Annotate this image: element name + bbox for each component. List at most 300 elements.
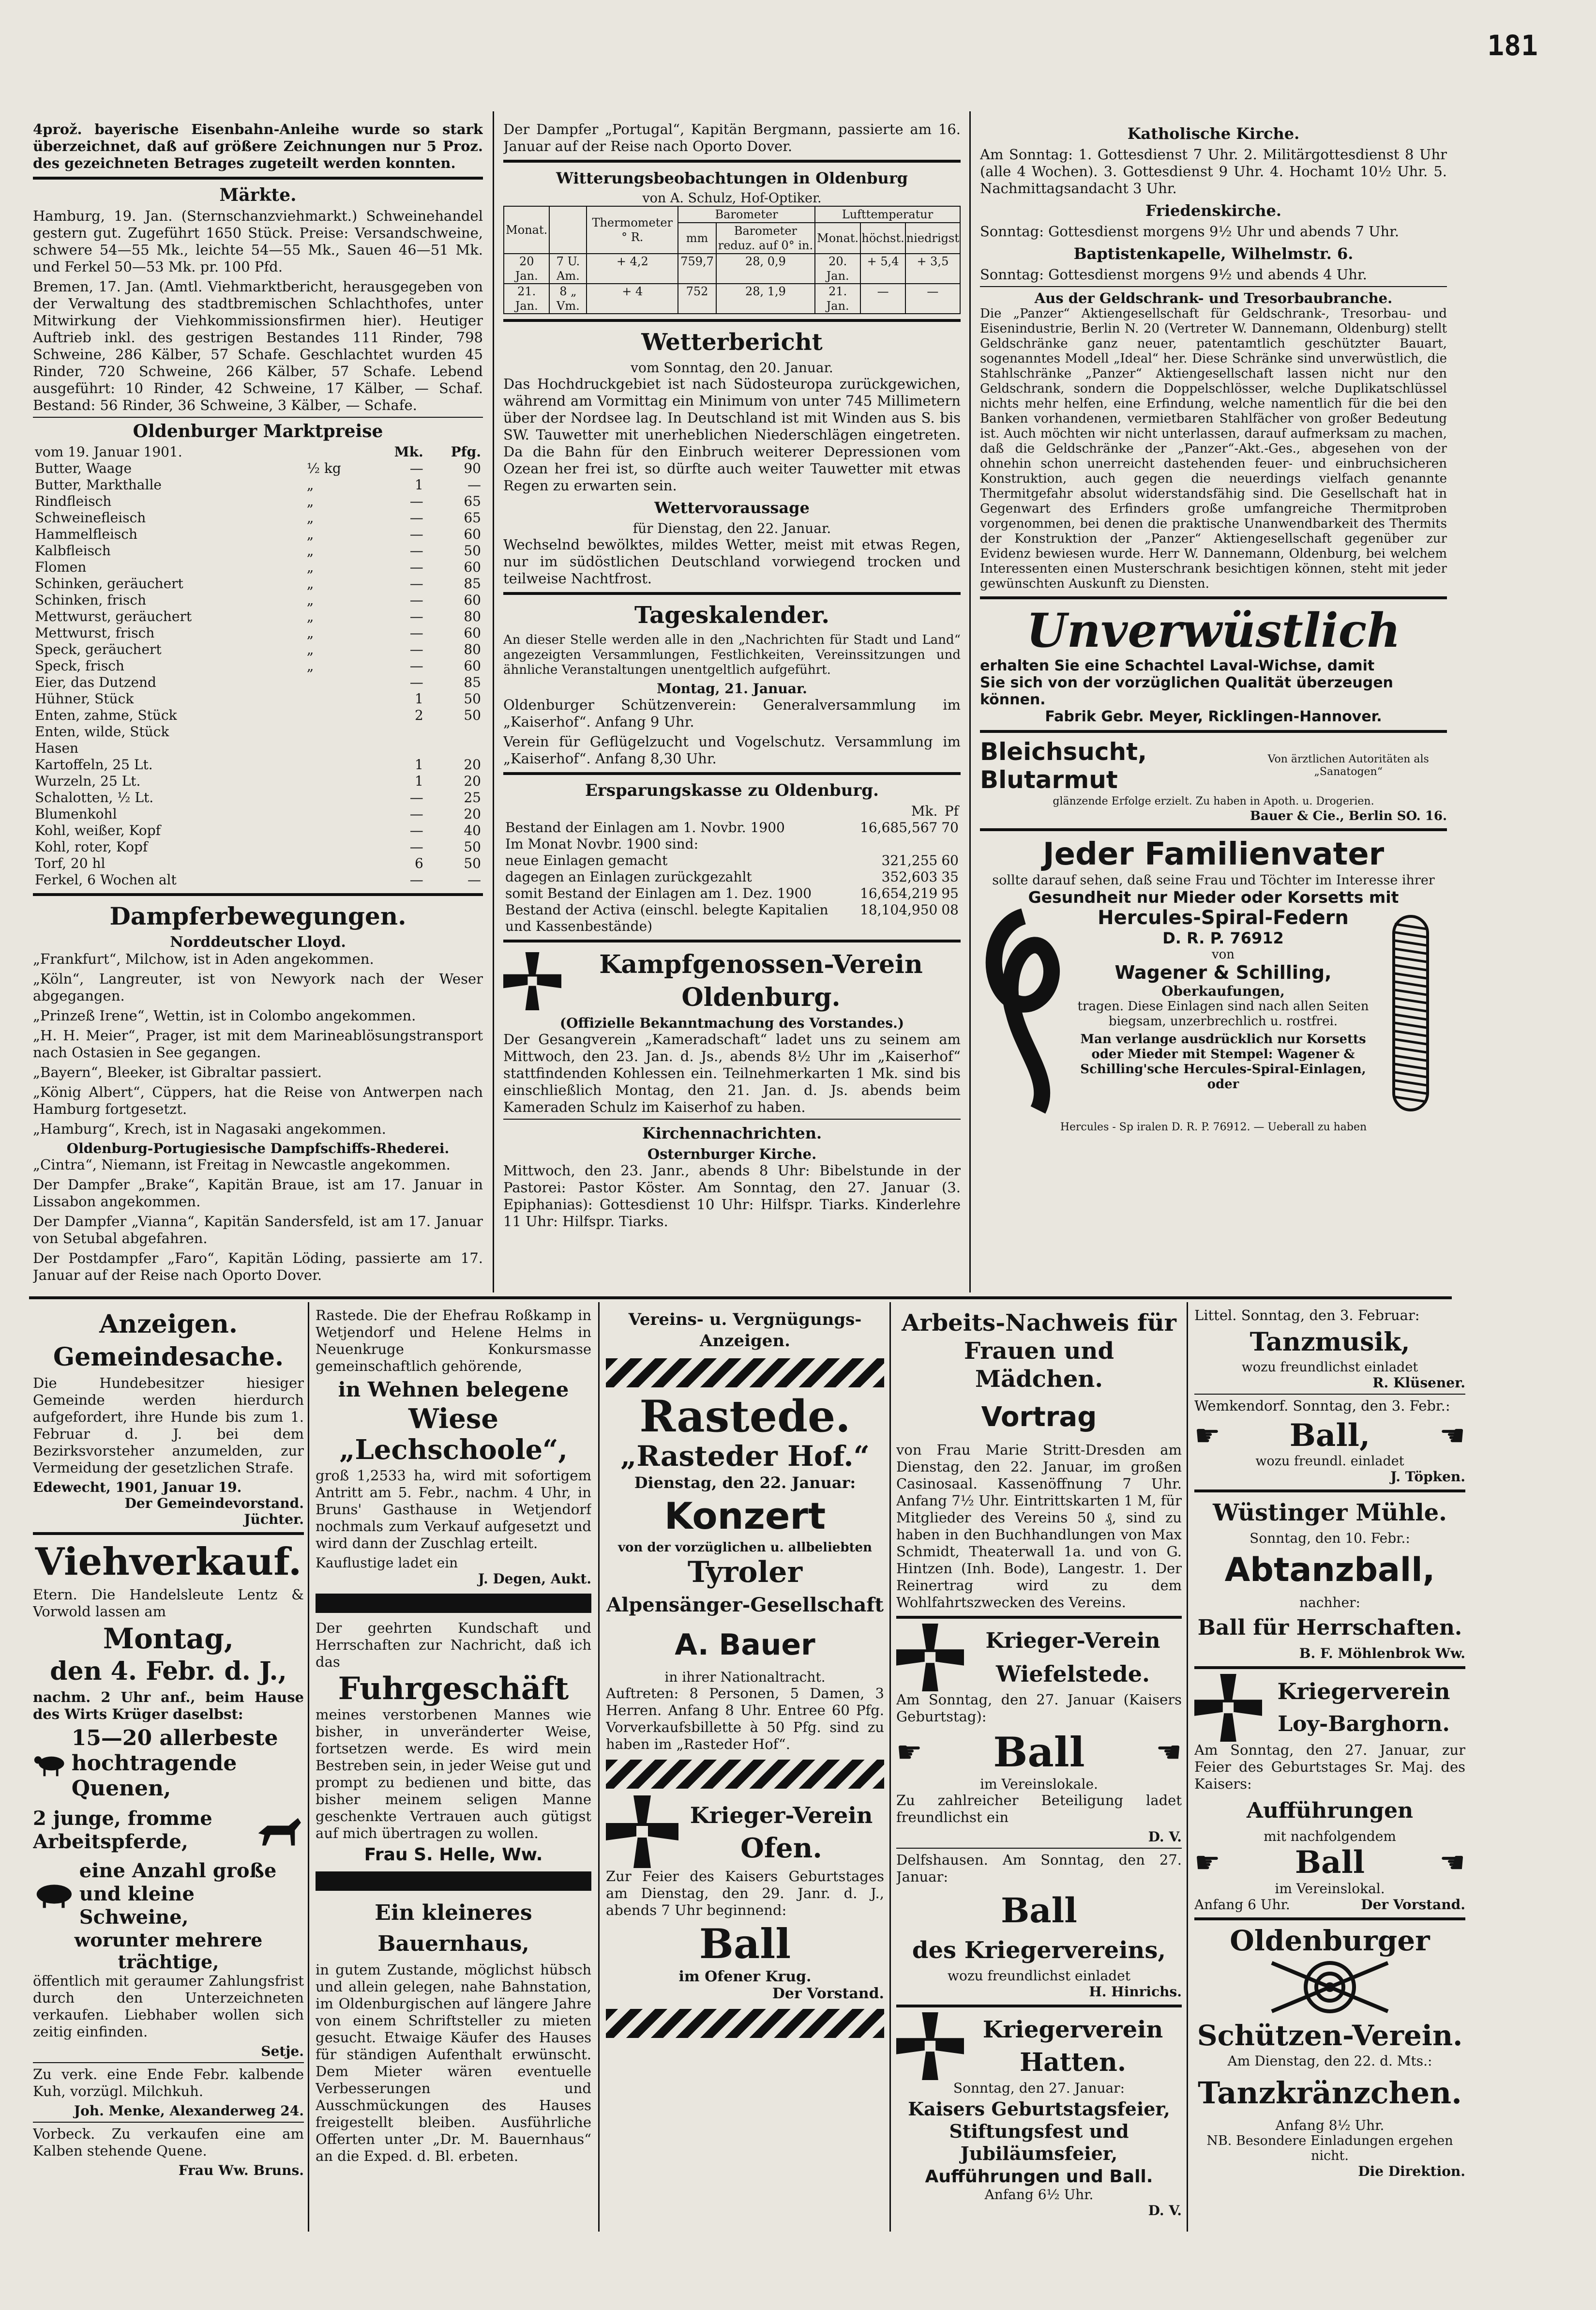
table-cell: Blumenkohl	[35, 806, 117, 822]
table-cell: 1	[414, 691, 423, 707]
column-1	[33, 121, 483, 1292]
ship-list	[33, 951, 483, 1138]
table-cell: + 4,2	[587, 254, 678, 284]
divider	[503, 592, 961, 595]
list-item: Der Dampfer „Brake“, Kapitän Braue, ist am 17. Januar in Lissabon angekommen.	[33, 1176, 483, 1210]
ads-column-2	[316, 1307, 591, 2227]
ad-title: Ball	[699, 1920, 791, 1968]
divider	[1194, 1917, 1465, 1920]
divider	[503, 940, 961, 942]
corset-ad	[980, 907, 1447, 1120]
pointing-hand-icon: ☚	[1439, 1418, 1465, 1453]
table-cell: Kohl, roter, Kopf	[35, 839, 148, 855]
ad-signature: Frau Ww. Bruns.	[178, 2162, 304, 2178]
table-cell: 50	[464, 839, 481, 855]
table-cell: „	[306, 625, 314, 641]
ad-signature: H. Hinrichs.	[1089, 1984, 1182, 2000]
church-text: Sonntag: Gottesdienst morgens 9½ Uhr und abends 7 Uhr.	[980, 223, 1400, 240]
calendar-date: Montag, 21. Januar.	[657, 681, 807, 697]
ad-text: in gutem Zustande, möglichst hübsch und allein gelegen, nahe Bahnstation, im Oldenburgischen auf längere Jahre von einem Schriftsteller zu mieten gesucht. Etwaige Käufer des Hauses für ständigen Aufenthalt erwünscht. Dem Mieter wären eventuelle Verbesserungen und Ausschmückungen des Hauses freigestellt bleiben. Ausführliche Offerten unter „Dr. M. Bauernhaus“ an die Exped. d. Bl. erbeten.	[316, 1961, 591, 2164]
ad-text: Kauflustige ladet ein	[316, 1555, 458, 1571]
ad-text: nachm. 2 Uhr anf., beim Hause des Wirts Krüger daselbst:	[33, 1689, 304, 1722]
table-row	[504, 254, 960, 284]
section-title: Baptistenkapelle, Wilhelmstr. 6.	[1073, 244, 1354, 263]
ads-title: Vereins- u. Vergnügungs-Anzeigen.	[628, 1310, 862, 1351]
table-row	[33, 822, 483, 839]
table-cell: —	[409, 526, 423, 542]
table-header: mm	[678, 223, 716, 254]
table-cell: —	[409, 510, 423, 526]
section-title: Friedenskirche.	[1145, 201, 1281, 220]
table-cell: Ferkel, 6 Wochen alt	[35, 872, 177, 888]
ad-title: Kriegerverein	[1277, 1678, 1450, 1704]
table-row	[33, 773, 483, 790]
table-row	[33, 526, 483, 543]
table-cell: vom 19. Januar 1901.	[35, 444, 182, 460]
list-item: Oldenburger Schützenverein: Generalversammlung im „Kaiserhof“. Anfang 9 Uhr.	[503, 697, 961, 730]
spiral-spring-icon	[980, 907, 1072, 1120]
ad-day: Montag,	[103, 1622, 234, 1655]
section-divider	[29, 1296, 1452, 1299]
table-cell: 60	[941, 852, 959, 868]
section-title: Wettervoraussage	[654, 499, 810, 517]
ad-text: Vorbeck. Zu verkaufen eine am Kalben stehende Quene.	[33, 2126, 304, 2159]
church-text: Am Sonntag: 1. Gottesdienst 7 Uhr. 2. Militärgottesdienst 8 Uhr (alle 4 Wochen). 3. Gottesdienst 9 Uhr. 4. Hochamt 10½ Uhr. 5. Nachmittagsandacht 3 Uhr.	[980, 146, 1447, 197]
ad-text: meines verstorbenen Mannes wie bisher, in unveränderter Weise, fortsetzen werde. Es wird mein Bestreben sein, in jeder Weise gut und prompt zu bedienen und bitte, das bisher meinem seligen Manne geschenkte Vertrauen auch gütigst auf mich übertragen zu wollen.	[316, 1706, 591, 1841]
table-row	[33, 641, 483, 658]
table-cell: 2	[414, 707, 423, 723]
ad-title: Fuhrgeschäft	[338, 1671, 569, 1707]
ad-text: Littel. Sonntag, den 3. Februar:	[1194, 1307, 1420, 1323]
table-cell: —	[409, 806, 423, 822]
ad-date: Sonntag, den 27. Januar:	[953, 2080, 1125, 2096]
table-row	[504, 206, 960, 223]
table-cell: Im Monat Novbr. 1900 sind:	[505, 836, 698, 852]
table-cell: + 4	[587, 284, 678, 314]
ad-title: Ball	[993, 1728, 1085, 1776]
list-item: „Frankfurt“, Milchow, ist in Aden angekommen.	[33, 951, 374, 967]
table-cell: 95	[941, 885, 959, 901]
table-cell	[305, 691, 370, 707]
list-item: „Prinzeß Irene“, Wettin, ist in Colombo angekommen.	[33, 1007, 416, 1024]
ad-title: Gemeindesache.	[53, 1342, 284, 1372]
table-cell	[305, 707, 370, 724]
divider	[33, 417, 483, 418]
column-divider	[1187, 1302, 1188, 2232]
table-cell: 21. Jan.	[815, 284, 860, 314]
table-cell: 28, 0,9	[716, 254, 815, 284]
table-cell: —	[467, 477, 481, 493]
divider	[33, 177, 483, 180]
ad-text: wozu freundl. einladet	[1255, 1454, 1404, 1469]
table-row	[33, 543, 483, 559]
table-row	[33, 707, 483, 724]
ad-signature: Der Vorstand.	[772, 1985, 884, 2002]
section-title: Witterungsbeobachtungen in Oldenburg	[556, 169, 908, 187]
ad-text: groß 1,2533 ha, wird mit sofortigem Antritt am 5. Febr., nachm. 4 Uhr, in Bruns' Gasthause in Wetjendorf nochmals zum Verkauf aufgesetzt und wird dann der Zuschlag erteilt.	[316, 1467, 591, 1551]
market-report-hamburg: Hamburg, 19. Jan. (Sternschanzviehmarkt.) Schweinehandel gestern gut. Zugeführt 1650 Stück. Preise: Versandschweine, schwere 54—55 Mk., leichte 54—55 Mk., Sauen 46—51 Mk. und Ferkel 50—53 Mk. pr. 100 Pfd.	[33, 208, 483, 275]
ad-title: Bleichsucht, Blutarmut	[980, 738, 1147, 794]
ball-line	[1194, 1417, 1465, 1454]
shooting-target-icon	[1194, 1958, 1465, 2016]
ad-text: Aufführungen und Ball.	[925, 2167, 1153, 2187]
ad-text: Anfang 6½ Uhr.	[984, 2187, 1094, 2203]
list-item: „H. H. Meier“, Prager, ist mit dem Marineablösungstransport nach Ostasien in See gegangen.	[33, 1027, 483, 1061]
church-text: Mittwoch, den 23. Janr., abends 8 Uhr: Bibelstunde in der Pastorei: Pastor Köster. Am Sonntag, den 27. Januar (3. Epiphanias): Gottesdienst 10 Uhr: Hilfspr. Tiarks. Kinderlehre 11 Uhr: Hilfspr. Tiarks.	[503, 1162, 961, 1230]
table-cell: 80	[464, 641, 481, 657]
ad-title: Jeder Familienvater	[1042, 836, 1385, 872]
section-title: Aus der Geldschrank- und Tresorbaubranche.	[1034, 290, 1393, 306]
list-item: „König Albert“, Cüppers, hat die Reise von Antwerpen nach Hamburg fortgesetzt.	[33, 1084, 483, 1117]
ads-column-4	[896, 1307, 1182, 2227]
table-cell: ½ kg	[306, 460, 341, 476]
divider	[980, 596, 1447, 599]
divider	[896, 1616, 1182, 1619]
table-cell: 50	[464, 543, 481, 559]
weather-report: Das Hochdruckgebiet ist nach Südosteuropa zurückgewichen, während am Vormittag ein Minimum von unter 745 Millimetern über der Nordsee lag. In Deutschland ist mit Winden aus S. bis SW. Tauwetter mit unerheblichen Niederschlägen eingetreten. Da die Bahn für den Einbruch weiterer Depressionen vom Ozean her frei ist, so dürfte auch weiter Tauwetter mit etwas Regen zu erwarten sein.	[503, 376, 961, 494]
table-cell: 20	[464, 806, 481, 822]
ad-item	[33, 1801, 304, 1859]
column-divider	[598, 1302, 600, 2232]
table-cell: —	[409, 872, 423, 888]
iron-cross-icon	[606, 1795, 678, 1868]
table-row	[33, 674, 483, 691]
table-row	[33, 872, 483, 888]
ad-signature: Setje.	[261, 2043, 304, 2059]
ad-title: Tanzkränzchen.	[1198, 2075, 1462, 2111]
table-cell: —	[409, 658, 423, 674]
ad-title: Rastede.	[639, 1391, 851, 1442]
table-cell	[503, 803, 858, 820]
church-text: Sonntag: Gottesdienst morgens 9½ und abends 4 Uhr.	[980, 266, 1367, 283]
column-2	[503, 121, 961, 1292]
table-cell: Butter, Markthalle	[35, 477, 162, 493]
ad-text: Am Sonntag, den 27. Januar, zur Feier des Geburtstages Sr. Maj. des Kaisers:	[1194, 1742, 1465, 1792]
ad-text: im Ofener Krug.	[678, 1968, 812, 1985]
iron-cross-icon	[503, 952, 561, 1010]
coil-line	[1395, 1023, 1427, 1028]
ad-text: im Vereinslokal.	[1275, 1881, 1385, 1897]
list-item: Der Dampfer „Vianna“, Kapitän Sandersfeld, ist am 17. Januar von Setubal abgefahren.	[33, 1213, 483, 1246]
table-row	[33, 510, 483, 526]
column-divider	[969, 111, 971, 1292]
coil-line	[1395, 1097, 1427, 1102]
ad-text: Von ärztlichen Autoritäten als „Sanatogen“	[1267, 753, 1429, 778]
table-row	[33, 790, 483, 806]
table-row	[33, 625, 483, 641]
table-cell: „	[306, 641, 314, 657]
ad-signature: Jüchter.	[244, 1511, 304, 1527]
table-cell: 50	[464, 707, 481, 723]
coil-line	[1395, 982, 1427, 987]
coil-line	[1395, 1039, 1427, 1044]
ad-signature: J. Degen, Aukt.	[478, 1571, 591, 1587]
script-headline: Unverwüstlich	[1026, 603, 1400, 658]
list-item: „Köln“, Langreuter, ist von Newyork nach der Weser abgegangen.	[33, 971, 483, 1004]
table-cell: 60	[464, 526, 481, 542]
table-cell: —	[409, 625, 423, 641]
table-cell: Hammelfleisch	[35, 526, 138, 542]
table-cell: „	[306, 559, 314, 575]
table-cell: + 5,4	[860, 254, 905, 284]
wiefelstede-ad	[896, 1624, 1182, 1691]
table-cell: 40	[464, 822, 481, 838]
table-row	[503, 869, 961, 885]
table-header: Mk.	[911, 803, 938, 819]
ad-firm: Wagener & Schilling,	[1114, 962, 1332, 983]
table-cell	[305, 757, 370, 773]
ad-text: Gesundheit nur Mieder oder Korsetts mit	[1028, 888, 1399, 907]
ad-signature: Edewecht, 1901, Januar 19.	[33, 1479, 242, 1495]
ad-title: Konzert	[664, 1494, 826, 1537]
ad-date: Am Dienstag, den 22. d. Mts.:	[1227, 2053, 1432, 2069]
table-cell: 16,685,567	[860, 820, 938, 836]
ad-text: mit nachfolgendem	[1264, 1828, 1396, 1844]
table-cell: „	[306, 592, 314, 608]
ad-title: Oldenburger	[1230, 1924, 1430, 1957]
ad-title: Hatten.	[1020, 2048, 1126, 2077]
divider	[896, 1848, 1182, 1849]
ad-signature: D. V.	[1148, 2203, 1182, 2219]
ad-signature: Der Gemeindevorstand.	[124, 1495, 304, 1511]
ad-text: Wemkendorf. Sonntag, den 3. Febr.:	[1194, 1398, 1450, 1414]
table-row	[33, 724, 483, 740]
table-cell: 352,603	[881, 869, 938, 885]
ad-title: Tyroler	[687, 1555, 803, 1589]
table-row	[33, 493, 483, 510]
table-cell: —	[409, 460, 423, 476]
divider	[503, 319, 961, 322]
ad-text: Sie sich von der vorzüglichen Qualität überzeugen können.	[980, 674, 1393, 708]
table-cell	[305, 839, 370, 855]
table-header: Mk.	[394, 444, 423, 460]
ad-title: Alpensänger-Gesellschaft	[606, 1594, 884, 1616]
table-cell: —	[905, 284, 960, 314]
ad-text: von Frau Marie Stritt-Dresden am Dienstag, den 22. Januar, im großen Casinosaal. Kassenöffnung 7 Uhr. Anfang 7½ Uhr. Eintrittskarten 1 M, für Mitglieder des Vereins 50 ₰, sind zu haben in den Buchhandlungen von Max Schmidt, Theaterwall 1a. und von G. Hintzen (Inh. Bode), Langestr. 1. Der Reinertrag wird zu dem Wohlfahrtszwecken des Vereins.	[896, 1442, 1182, 1611]
table-cell: —	[409, 543, 423, 559]
savings-table-body	[503, 803, 961, 935]
ad-title: Tanzmusik,	[1250, 1327, 1410, 1357]
ad-text: Man verlange ausdrücklich nur Korsetts oder Mieder mit Stempel: Wagener & Schilling'sche Hercules-Spiral-Einlagen, oder	[1080, 1032, 1366, 1092]
table-row	[503, 852, 961, 869]
ad-text: wozu freundlichst einladet	[1241, 1360, 1418, 1375]
section-title: Ersparungskasse zu Oldenburg.	[585, 781, 879, 800]
table-cell: Hühner, Stück	[35, 691, 134, 707]
market-report-bremen: Bremen, 17. Jan. (Amtl. Viehmarktbericht, herausgegeben von der Verwaltung des stadtbremischen Schlachthofes, unter Mitwirkung der Viehkommissionsfirmen hier). Heutiger Auftrieb inkl. des gestrigen Bestandes 111 Rinder, 798 Schweine, 286 Kälber, 57 Schafe. Geschlachtet wurden 45 Rinder, 720 Schweine, 266 Kälber, 57 Schafe. Lebend ausgeführt: 10 Rinder, 42 Schweine, 17 Kälber, — Schaf. Bestand: 56 Rinder, 36 Schweine, 3 Kälber, — Schafe.	[33, 278, 483, 413]
table-cell: „	[306, 608, 314, 624]
table-cell: Butter, Waage	[35, 460, 132, 476]
ad-text: Die Hundebesitzer hiesiger Gemeinde werden hierdurch aufgefordert, ihre Hunde bis zum 1. Februar d. J. bei dem Bezirksvorsteher anzumelden, zur Vermeidung der gesetzlichen Strafe.	[33, 1375, 304, 1476]
list-item: Verein für Geflügelzucht und Vogelschutz. Versammlung im „Kaiserhof“. Anfang 8,30 Uhr.	[503, 733, 961, 767]
table-cell: „	[306, 510, 314, 526]
ad-text: NB. Besondere Einladungen ergehen nicht.	[1206, 2133, 1453, 2163]
ad-text: von der vorzüglichen u. allbeliebten	[617, 1540, 873, 1555]
table-row	[33, 757, 483, 773]
list-item: Der Postdampfer „Faro“, Kapitän Löding, passierte am 17. Januar auf der Reise nach Oporto Dover.	[33, 1250, 483, 1283]
list-item: „Hamburg“, Krech, ist in Nagasaki angekommen.	[33, 1121, 386, 1137]
column-divider	[889, 1302, 891, 2232]
table-cell: —	[860, 284, 905, 314]
cow-icon	[33, 1734, 68, 1793]
ad-title: Ball,	[1289, 1417, 1370, 1454]
decorative-border	[606, 1358, 884, 1387]
table-cell	[305, 855, 370, 872]
table-cell: + 3,5	[905, 254, 960, 284]
ad-signature: Der Vorstand.	[1361, 1897, 1465, 1913]
ad-item-text: 15—20 allerbeste hochtragende Quenen,	[71, 1726, 278, 1801]
hatten-ad	[896, 2012, 1182, 2080]
table-cell	[369, 740, 425, 757]
decorative-border	[606, 1760, 884, 1789]
table-cell: dagegen an Einlagen zurückgezahlt	[505, 869, 752, 885]
iron-cross-icon	[896, 1624, 964, 1691]
pointing-hand-icon: ☚	[1439, 1845, 1465, 1880]
article-text: Die „Panzer“ Aktiengesellschaft für Geldschrank-, Tresorbau- und Eisenindustrie, Berlin N. 20 (Vertreter W. Dannemann, Oldenburg) stellt Geldschränke ganz neuer, patentamtlich geschützter Bauart, sogenanntes Modell „Ideal“ her. Diese Schränke sind unverwüstlich, die Stahlschränke „Panzer“ Aktiengesellschaft lassen nicht nur den Geldschrank, sondern die Doppelschlösser, welche Duplikatschlüssel nichts mehr helfen, eine Erfindung, welche namentlich für die bei den Banken vorhandenen, vermietbaren Stahlfächer von großer Bedeutung ist. Auch möchten wir nicht unterlassen, darauf aufmerksam zu machen, daß die Geldschränke der „Panzer“-Akt.-Ges., abgesehen von der ohnehin schon unerreicht dastehenden feuer- und einbruchsicheren Konstruktion, auch gegen die neuerdings vielfach genannte Thermitgefahr absolut widerstandsfähig sind. Die Gesellschaft hat in Gegenwart des Erfinders große umfangreiche Thermitproben vorgenommen, bei denen die praktische Unanwendbarkeit des Thermits der Konstruktion der „Panzer“ Aktiengesellschaft gegenüber zur Evidenz bewiesen wurde. Herr W. Dannemann, Oldenburg, bei welchem Interessenten einen Musterschrank besichtigen können, steht mit jeder gewünschten Auskunft zu Diensten.	[980, 306, 1447, 591]
table-cell	[305, 674, 370, 691]
ad-item	[33, 1859, 304, 1929]
ad-title: Arbeits-Nachweis für Frauen und Mädchen.	[902, 1309, 1176, 1393]
coil-line	[1395, 949, 1427, 954]
ad-title: Kaisers Geburtstagsfeier, Stiftungsfest und Jubiläumsfeier,	[908, 2098, 1170, 2164]
table-cell: 60	[464, 559, 481, 575]
ad-title: A. Bauer	[675, 1628, 815, 1662]
ad-title: Wüstinger Mühle.	[1213, 1499, 1447, 1526]
table-cell: —	[467, 872, 481, 888]
veterans-ad	[503, 947, 961, 1015]
ad-text: nachher:	[1299, 1595, 1360, 1611]
ad-signature: Die Direktion.	[1358, 2163, 1465, 2179]
divider	[1194, 1489, 1465, 1492]
ad-item-text: worunter mehrere trächtige,	[74, 1929, 263, 1973]
ad-title: Abtanzball,	[1224, 1551, 1435, 1589]
ad-date: Sonntag, den 10. Febr.:	[1250, 1530, 1410, 1546]
table-cell: Eier, das Dutzend	[35, 674, 156, 690]
table-cell: 1	[414, 477, 423, 493]
ad-text: Rastede. Die der Ehefrau Roßkamp in Wetjendorf und Helene Helms in Neuenkruge Konkursmasse gemeinschaftlich gehörende,	[316, 1307, 591, 1374]
ad-subtitle: (Offizielle Bekanntmachung des Vorstandes.)	[559, 1015, 904, 1031]
table-cell: Bestand der Activa (einschl. belegte Kapitalien und Kassenbestände)	[505, 902, 828, 934]
ad-text: Anfang 6 Uhr.	[1194, 1897, 1290, 1913]
ad-text: in ihrer Nationaltracht.	[664, 1669, 826, 1685]
table-cell: Flomen	[35, 559, 87, 575]
subsection-title: Osternburger Kirche.	[647, 1146, 817, 1162]
table-cell: —	[409, 559, 423, 575]
ad-title: Aufführungen	[1246, 1798, 1414, 1823]
table-cell: —	[409, 822, 423, 838]
table-cell: Speck, geräuchert	[35, 641, 162, 657]
divider	[503, 160, 961, 163]
table-row	[503, 836, 961, 852]
table-header: Barometer reduz. auf 0° in.	[716, 223, 815, 254]
ad-item-text: 2 junge, fromme Arbeitspferde,	[33, 1807, 212, 1853]
ad-title: Hercules-Spiral-Federn	[1098, 907, 1349, 929]
table-cell: —	[409, 493, 423, 509]
ad-footer-line	[1194, 1897, 1465, 1913]
table-cell: Wurzeln, 25 Lt.	[35, 773, 141, 789]
ad-signature: Joh. Menke, Alexanderweg 24.	[74, 2103, 304, 2119]
table-cell: „	[306, 477, 314, 493]
table-cell	[305, 822, 370, 839]
ad-text: Fabrik Gebr. Meyer, Ricklingen-Hannover.	[1045, 708, 1382, 725]
table-cell: Schinken, geräuchert	[35, 576, 183, 592]
table-row	[503, 803, 961, 820]
table-cell	[305, 740, 370, 757]
table-cell	[369, 724, 425, 740]
ad-title: Oldenburg.	[681, 983, 841, 1012]
ship-list	[33, 1156, 483, 1284]
table-cell: —	[409, 576, 423, 592]
column-divider	[308, 1302, 309, 2232]
coil-line	[1395, 1031, 1427, 1036]
divider	[980, 730, 1447, 733]
ad-text: Oberkaufungen,	[1161, 983, 1285, 999]
section-title: Kirchennachrichten.	[642, 1124, 822, 1142]
table-cell: Schinken, frisch	[35, 592, 147, 608]
horse-icon	[252, 1801, 304, 1859]
table-cell: Speck, frisch	[35, 658, 124, 674]
ad-text: Anfang 8½ Uhr.	[1275, 2117, 1385, 2133]
ad-text: Der geehrten Kundschaft und Herrschaften zur Nachricht, daß ich das	[316, 1620, 591, 1670]
table-cell: 16,654,219	[860, 885, 938, 901]
table-cell: Schalotten, ½ Lt.	[35, 790, 154, 805]
intro-notice: 4prož. bayerische Eisenbahn-Anleihe wurde so stark überzeichnet, daß auf größere Zeichnungen nur 5 Proz. des gezeichneten Betrages zugeteilt werden konnten.	[33, 121, 483, 171]
calendar-note: An dieser Stelle werden alle in den „Nachrichten für Stadt und Land“ angezeigten Versammlungen, Festlichkeiten, Vereinssitzungen und ähnliche Veranstaltungen unentgeltlich aufgeführt.	[503, 633, 961, 677]
table-row	[33, 855, 483, 872]
ad-title: Wiese „Lechschoole“,	[339, 1403, 568, 1466]
table-cell: Kalbfleisch	[35, 543, 111, 559]
ad-title: Vortrag	[981, 1401, 1097, 1433]
ad-signature: Frau S. Helle, Ww.	[364, 1845, 543, 1865]
table-row	[33, 658, 483, 674]
divider	[33, 2122, 304, 2123]
section-title: Dampferbewegungen.	[109, 902, 407, 930]
ad-title: Ball	[1001, 1890, 1077, 1930]
ad-signature: R. Klüsener.	[1372, 1375, 1465, 1391]
table-cell	[425, 724, 483, 740]
ad-item-text: eine Anzahl große und kleine Schweine,	[79, 1859, 277, 1929]
table-cell: neue Einlagen gemacht	[505, 852, 668, 868]
ad-signature: J. Töpken.	[1390, 1469, 1465, 1485]
divider	[896, 2005, 1182, 2007]
coil-line	[1395, 1089, 1427, 1094]
ad-text: Am Sonntag, den 27. Januar (Kaisers Geburtstag):	[896, 1691, 1182, 1725]
table-cell: 20	[464, 757, 481, 773]
section-title: Oldenburger Marktpreise	[133, 421, 383, 441]
page-number: 181	[1487, 29, 1538, 62]
ad-text: D. R. P. 76912	[1162, 929, 1284, 947]
ad-signature: D. V.	[1148, 1829, 1182, 1845]
table-cell: Mettwurst, frisch	[35, 625, 155, 641]
table-cell: 28, 1,9	[716, 284, 815, 314]
ad-title: Schützen-Verein.	[1197, 2019, 1463, 2052]
coil-line	[1395, 1048, 1427, 1052]
ad-date: Dienstag, den 22. Januar:	[634, 1474, 856, 1492]
table-cell: 6	[414, 855, 423, 871]
coil-line	[1395, 1080, 1427, 1085]
section-date: vom Sonntag, den 20. Januar.	[631, 360, 833, 376]
table-cell: Enten, zahme, Stück	[35, 707, 177, 723]
table-row	[33, 477, 483, 493]
coil-line	[1395, 932, 1427, 937]
ad-text: wozu freundlichst einladet	[948, 1968, 1130, 1984]
coil-line	[1395, 1015, 1427, 1019]
table-cell: 60	[464, 625, 481, 641]
weather-forecast: Wechselnd bewölktes, mildes Wetter, meist mit etwas Regen, nur im südöstlichen Deutschland vorwiegend trocken und teilweise Nachtfrost.	[503, 536, 961, 587]
coil-line	[1395, 990, 1427, 995]
column-divider	[493, 111, 494, 1292]
ad-text: Auftreten: 8 Personen, 5 Damen, 3 Herren. Anfang 8 Uhr. Entree 60 Pfg. Vorverkaufsbillette à 50 Pfg. sind zu haben im „Rasteder Hof“.	[606, 1685, 884, 1752]
ad-text: tragen. Diese Einlagen sind nach allen Seiten biegsam, unzerbrechlich u. rostfrei.	[1077, 999, 1369, 1029]
